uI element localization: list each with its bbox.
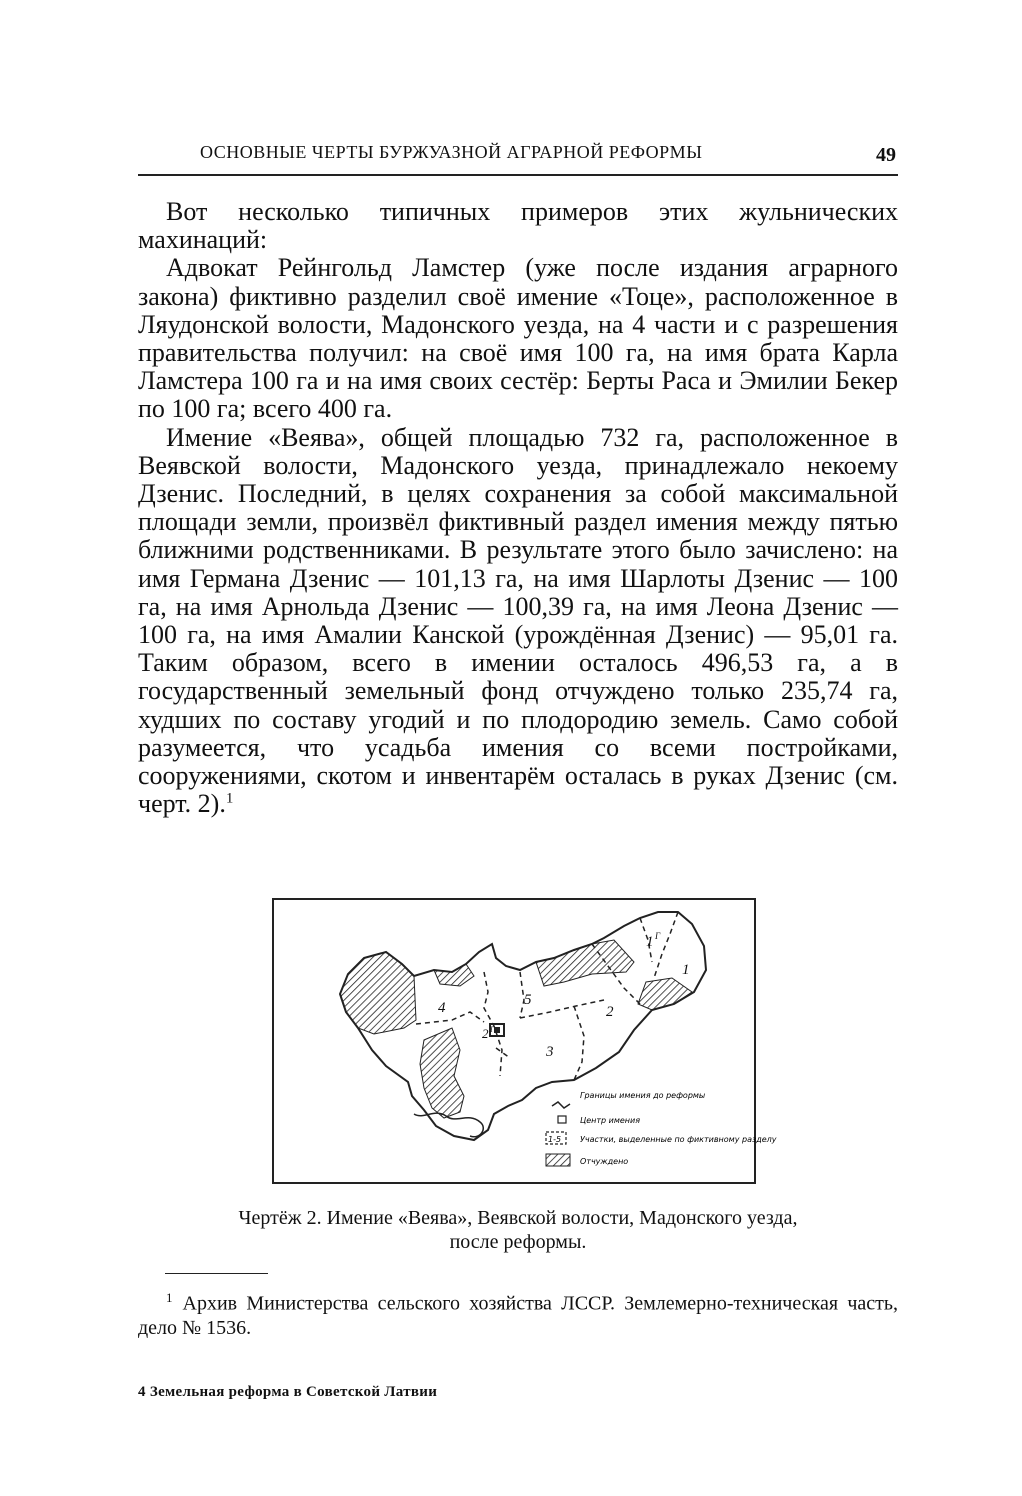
paragraph-3-text: Имение «Веява», общей площадью 732 га, расположенное в Веявской волости, Мадонского уезда, принадлежало некоему Дзенис. Последний, в целях сохранения за собой максимальной площади земли, произвёл фиктивный раздел имения между пятью ближними родственниками. В результате этого было зачислено: на имя Германа Дзенис — 101,13 га, на имя Шарлоты Дзенис — 100 га, на имя Арнольда Дзенис — 100,39 га, на имя Леона Дзенис — 100 га, на имя Амалии Канской (урождённая Дзенис) — 95,01 га. Таким образом, всего в имении осталось 496,53 га, а в государственный земельный фонд отчуждено только 235,74 га, худших по составу угодий и по плодородию земель. Само собой разумеется, что усадьба имения со всеми постройками, сооружениями, скотом и инвентарём осталась в руках Дзенис (см. черт. 2). <box>138 422 898 819</box>
estate-center-core <box>494 1027 500 1033</box>
figure-caption <box>138 1206 898 1254</box>
parcel-superscript-2: Г <box>490 1025 495 1034</box>
footnote-text: Архив Министерства сельского хозяйства ЛССР. Землемерно-техническая часть, дело № 1536. <box>138 1292 898 1339</box>
footnote <box>138 1286 898 1340</box>
printer-signature: 4 Земельная реформа в Советской Латвии <box>138 1384 438 1400</box>
legend-center-label: Центр имения <box>580 1116 641 1125</box>
legend-alienated-key <box>546 1154 570 1166</box>
legend-parcels-key-label: 1-5 <box>548 1135 562 1144</box>
alienated-area-northeast <box>536 940 634 986</box>
caption-line-2: после реформы. <box>449 1231 587 1253</box>
parcel-label-1g: 1 <box>646 934 654 950</box>
legend-boundary-key <box>552 1102 570 1108</box>
footnote-rule <box>165 1273 268 1274</box>
alienated-area-north <box>434 964 474 986</box>
alienated-area-west <box>340 952 416 1034</box>
legend-parcels-label: Участки, выделенные по фиктивному разделу <box>580 1135 777 1144</box>
caption-line-1: Чертёж 2. Имение «Веява», Веявской волости, Мадонского уезда, <box>238 1207 798 1229</box>
estate-map <box>274 900 777 1182</box>
estate-map-figure <box>272 898 777 1184</box>
parcel-label-2: 2 <box>606 1004 614 1020</box>
page-number: 49 <box>876 144 896 166</box>
parcel-label-3: 3 <box>546 1044 554 1060</box>
body-text <box>138 198 898 818</box>
parcel-superscript-1: Г <box>655 931 661 941</box>
paragraph-3 <box>138 424 898 819</box>
paragraph-2: Адвокат Рейнгольд Ламстер (уже после издания аграрного закона) фиктивно разделил своё имение «Тоце», расположенное в Ляудонской волости, Мадонского уезда, на 4 части и с разрешения правительства получил: на своё имя 100 га, на имя брата Карла Ламстера 100 га и на имя своих сестёр: Берты Раса и Эмилии Бекер по 100 га; всего 400 га. <box>138 253 898 424</box>
parcel-label-5: 5 <box>524 992 532 1008</box>
paragraph-1: Вот несколько типичных примеров этих жульнических махинаций: <box>138 197 898 255</box>
alienated-area-east <box>638 978 692 1010</box>
parcel-label-2g: 2 <box>482 1026 489 1041</box>
running-title: ОСНОВНЫЕ ЧЕРТЫ БУРЖУАЗНОЙ АГРАРНОЙ РЕФОРМЫ <box>200 142 703 162</box>
legend-center-key <box>558 1116 566 1123</box>
legend-boundary-label: Границы имения до реформы <box>580 1091 706 1100</box>
map-legend <box>546 1091 777 1166</box>
footnote-reference: 1 <box>225 790 234 807</box>
parcel-label-4: 4 <box>438 1000 446 1016</box>
running-header <box>138 140 898 176</box>
footnote-mark: 1 <box>166 1290 173 1305</box>
legend-alienated-label: Отчуждено <box>580 1157 629 1166</box>
parcel-label-1: 1 <box>682 962 690 978</box>
alienated-area-south <box>420 1028 464 1118</box>
